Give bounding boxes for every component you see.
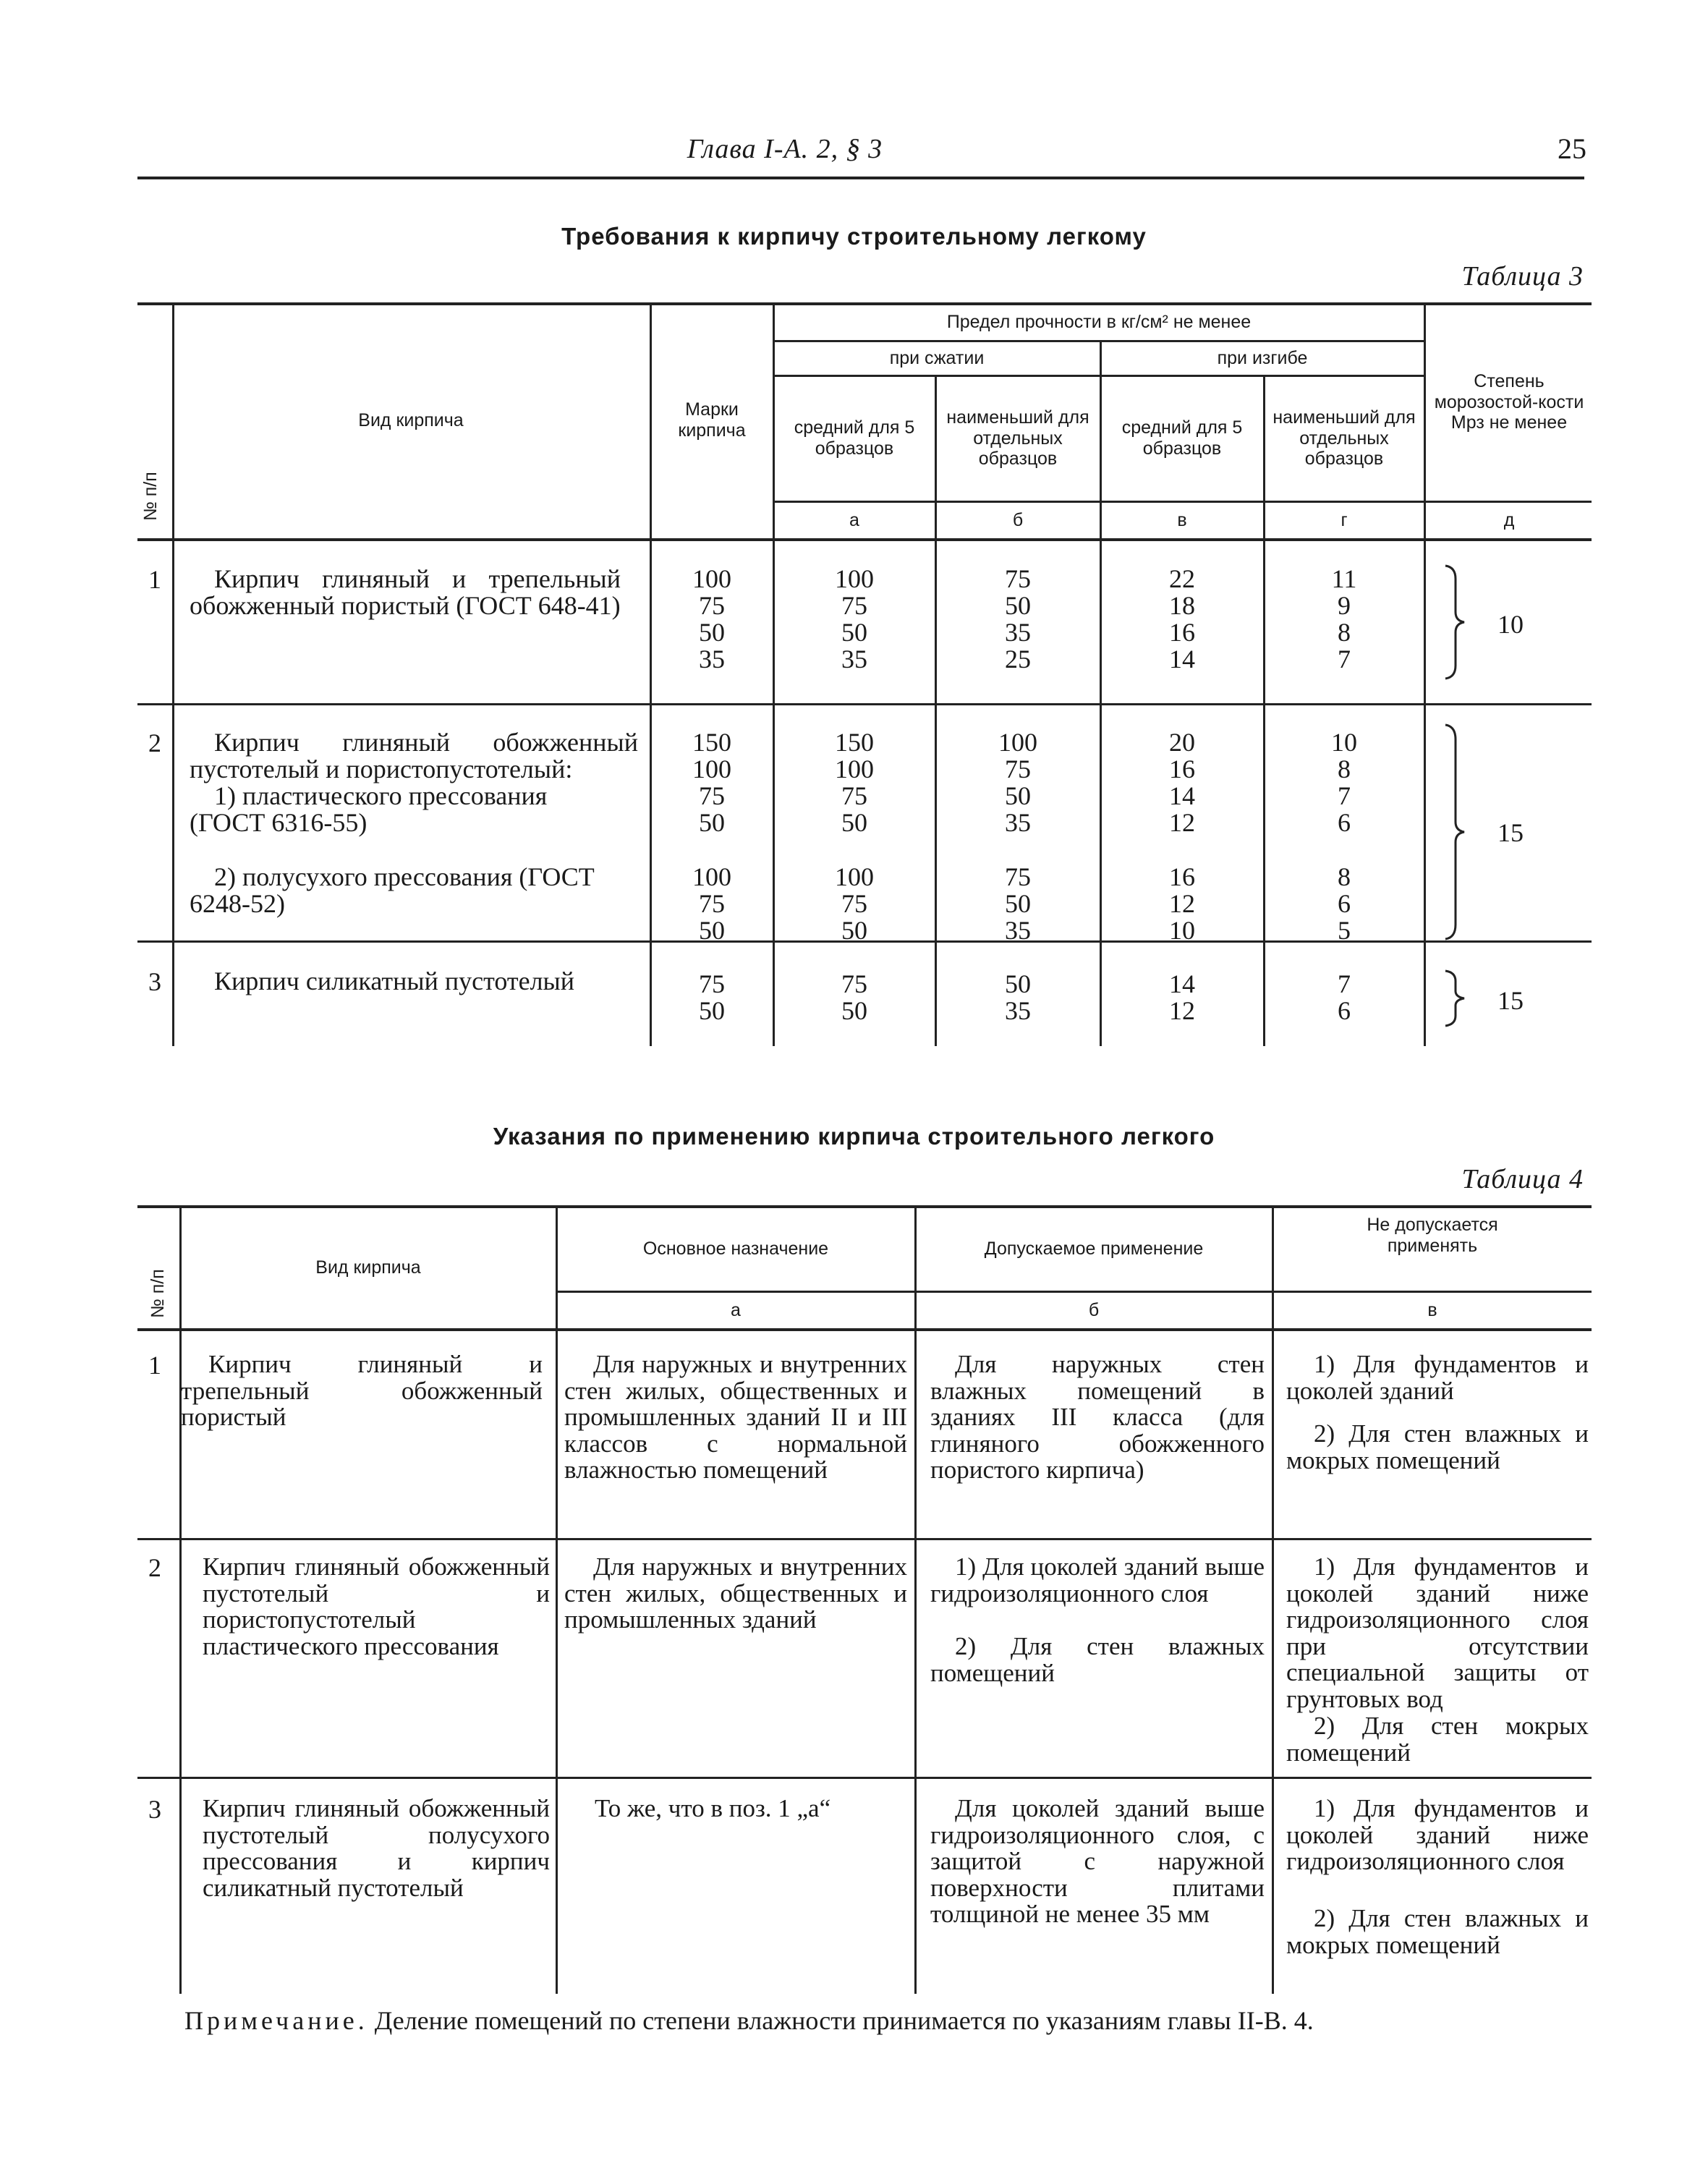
table3-head-frost: Степень морозостой-кости Мрз не менее bbox=[1434, 370, 1584, 433]
table4-row3-allowed: Для цоколей зданий выше гидроизоляционного слоя, с защитой с наружной поверхности плитами толщиной не менее 35 мм bbox=[930, 1794, 1265, 1928]
table3-vline-g bbox=[1424, 302, 1426, 1046]
table3-row2-sub2: 2) полусухого прессования (ГОСТ 6248-52) bbox=[190, 862, 595, 918]
table3-letter-d: д bbox=[1503, 509, 1515, 530]
table4-row3-num: 3 bbox=[148, 1795, 161, 1824]
table4-row2-main: Для наружных и внутренних стен жилых, общественных и промышленных зданий bbox=[564, 1553, 907, 1634]
table3-row2-frost: 15 bbox=[1497, 818, 1524, 847]
table3-head-v-avg: средний для 5 образцов bbox=[1121, 417, 1243, 459]
table4-row1-rule bbox=[137, 1538, 1592, 1540]
table4-row1-forbidden1: 1) Для фундаментов и цоколей зданий bbox=[1286, 1350, 1589, 1405]
table4-row2-num: 2 bbox=[148, 1553, 161, 1582]
table3-row2-a2: 100 75 50 bbox=[835, 862, 874, 945]
table3-row1-num: 1 bbox=[148, 565, 161, 594]
table4-head-num: № п/п bbox=[148, 1269, 168, 1318]
table4-head-main: Основное назначение bbox=[642, 1238, 829, 1259]
table3-row1-rule bbox=[137, 703, 1592, 705]
table4-letter-a: а bbox=[731, 1299, 741, 1320]
table3-row2-intro: Кирпич глиняный обожженный пустотелый и пористопустотелый: bbox=[190, 728, 638, 783]
table3-letter-a: а bbox=[849, 509, 859, 530]
table4-row3-type: Кирпич глиняный обожженный пустотелый полусухого прессования и кирпич силикатный пустотелый bbox=[203, 1794, 550, 1902]
table3-row1-brace bbox=[1443, 564, 1469, 680]
table3-row2-marks2: 100 75 50 bbox=[692, 862, 731, 945]
table3-head-compression: при сжатии bbox=[889, 347, 985, 368]
table3-row2-v1: 20 16 14 12 bbox=[1169, 728, 1195, 837]
table3-title: Требования к кирпичу строительному легкому bbox=[561, 223, 1147, 250]
table4-row1-type: Кирпич глиняный и трепельный обожженный пористый bbox=[181, 1350, 543, 1431]
table3-head-strength: Предел прочности в кг/см² не менее bbox=[946, 311, 1252, 332]
table3-row1-name: Кирпич глиняный и трепельный обожженный пористый (ГОСТ 648-41) bbox=[190, 564, 621, 620]
table4-head-allowed: Допускаемое применение bbox=[984, 1238, 1204, 1259]
table3-row3-name: Кирпич силикатный пустотелый bbox=[214, 967, 574, 995]
table4-row2-allowed2: 2) Для стен влажных помещений bbox=[930, 1632, 1265, 1687]
table4-row2-allowed1: 1) Для цоколей зданий выше гидроизоляционного слоя bbox=[930, 1553, 1265, 1607]
footnote-text: Деление помещений по степени влажности принимается по указаниям главы II-В. 4. bbox=[374, 2006, 1314, 2035]
table3-row1-g: 11 9 8 7 bbox=[1331, 564, 1357, 674]
table4-row1-num: 1 bbox=[148, 1351, 161, 1380]
table3-row2-brace bbox=[1443, 723, 1469, 940]
table3-row2-g2: 8 6 5 bbox=[1338, 862, 1351, 945]
table3-row1-marks: 100 75 50 35 bbox=[692, 564, 731, 674]
table3-label: Таблица 3 bbox=[1461, 261, 1584, 292]
table4-row3-forbidden1: 1) Для фундаментов и цоколей зданий ниже гидроизоляционного слоя bbox=[1286, 1794, 1589, 1875]
table3-letter-v: в bbox=[1177, 509, 1187, 530]
table4-row3-main: То же, что в поз. 1 „а“ bbox=[595, 1794, 831, 1822]
table3-head-b-min: наименьший для отдельных образцов bbox=[946, 407, 1089, 470]
table3-row3-marks: 75 50 bbox=[699, 969, 725, 1025]
table3-row2-marks1: 150 100 75 50 bbox=[692, 728, 731, 837]
table3-head-marks: Марки кирпича bbox=[678, 399, 746, 441]
table3-row2-a1: 150 100 75 50 bbox=[835, 728, 874, 837]
table3-row2-num: 2 bbox=[148, 729, 161, 757]
table4-label: Таблица 4 bbox=[1461, 1164, 1584, 1194]
footnote bbox=[184, 2005, 1314, 2036]
footnote-label: Примечание. bbox=[184, 2006, 368, 2035]
table3-row3-num: 3 bbox=[148, 967, 161, 996]
table4-row2-forbidden2: 2) Для стен мокрых помещений bbox=[1286, 1712, 1589, 1767]
table3-row2-b2: 75 50 35 bbox=[1005, 862, 1031, 945]
table4-head-forbidden: Не допускается применять bbox=[1367, 1215, 1498, 1256]
table3-row3-v: 14 12 bbox=[1169, 969, 1195, 1025]
table4-row1-main: Для наружных и внутренних стен жилых, общественных и промышленных зданий II и III классов с нормальной влажностью помещений bbox=[564, 1350, 907, 1484]
table3-row3-b: 50 35 bbox=[1005, 969, 1031, 1025]
table3-row3-frost: 15 bbox=[1497, 986, 1524, 1015]
table4-row1-allowed: Для наружных стен влажных помещений в зданиях III класса (для глиняного обожженного пористого кирпича) bbox=[930, 1350, 1265, 1484]
table3-row1-a: 100 75 50 35 bbox=[835, 564, 874, 674]
table3-head-bending: при изгибе bbox=[1217, 347, 1308, 368]
table3-letter-b: б bbox=[1012, 509, 1024, 530]
table3-row2-sub1: 1) пластического прессования (ГОСТ 6316-55) bbox=[190, 781, 548, 837]
table3-row2-g1: 10 8 7 6 bbox=[1331, 728, 1357, 837]
table3-head-a-avg: средний для 5 образцов bbox=[794, 417, 915, 459]
running-title: Глава I-А. 2, § 3 bbox=[687, 134, 883, 164]
table3-head-num: № п/п bbox=[140, 472, 161, 521]
table4-row1-forbidden2: 2) Для стен влажных и мокрых помещений bbox=[1286, 1419, 1589, 1474]
table4-head-type: Вид кирпича bbox=[315, 1257, 421, 1278]
table3-row2-v2: 16 12 10 bbox=[1169, 862, 1195, 945]
table4-title: Указания по применению кирпича строительного легкого bbox=[493, 1123, 1215, 1150]
table3-row1-b: 75 50 35 25 bbox=[1005, 564, 1031, 674]
table3-head-g-min: наименьший для отдельных образцов bbox=[1272, 407, 1416, 470]
table3-row3-g: 7 6 bbox=[1338, 969, 1351, 1025]
table4-row3-forbidden2: 2) Для стен влажных и мокрых помещений bbox=[1286, 1904, 1589, 1959]
table3-row1-v: 22 18 16 14 bbox=[1169, 564, 1195, 674]
page-number: 25 bbox=[1558, 132, 1586, 165]
table3-row1-frost: 10 bbox=[1497, 610, 1524, 639]
table3-letter-g: г bbox=[1341, 509, 1348, 530]
table4-row2-type: Кирпич глиняный обожженный пустотелый и пористопустотелый пластического прессования bbox=[203, 1553, 550, 1660]
table4-head-bottom-rule bbox=[137, 1328, 1592, 1331]
table3-row2-b1: 100 75 50 35 bbox=[998, 728, 1037, 837]
table4-letter-b: б bbox=[1088, 1299, 1100, 1320]
table3-row3-brace bbox=[1443, 969, 1469, 1027]
table4-row2-rule bbox=[137, 1777, 1592, 1779]
table3-row3-a: 75 50 bbox=[841, 969, 867, 1025]
header-rule bbox=[137, 177, 1584, 179]
table3-head-type: Вид кирпича bbox=[358, 409, 464, 430]
table4-letter-v: в bbox=[1427, 1299, 1437, 1320]
table4-row2-forbidden1: 1) Для фундаментов и цоколей зданий ниже гидроизоляционного слоя при отсутствии специальной защиты от грунтовых вод bbox=[1286, 1553, 1589, 1713]
table3-head-bottom-rule bbox=[137, 538, 1592, 541]
